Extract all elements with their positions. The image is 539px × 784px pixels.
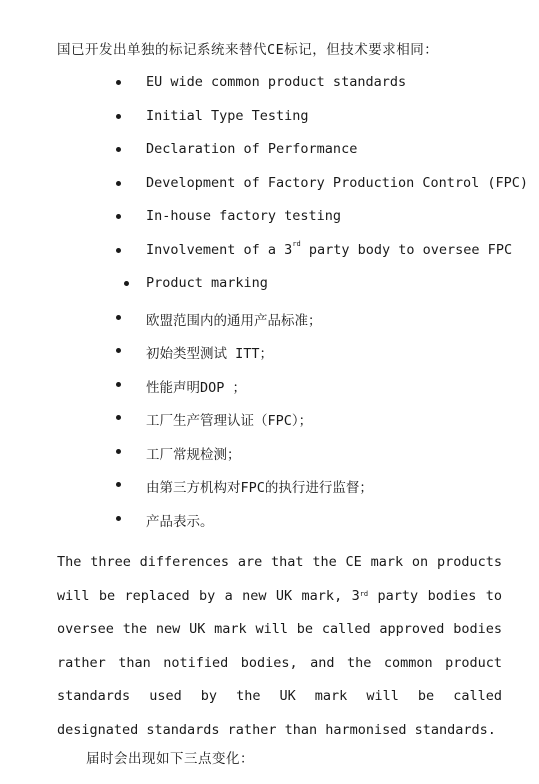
list-item: 性能声明DOP ； xyxy=(146,376,246,396)
list-item: Initial Type Testing xyxy=(146,108,309,124)
bullet-icon xyxy=(116,382,121,387)
list-item: 欧盟范围内的通用产品标准； xyxy=(146,309,322,329)
list-item: Product marking xyxy=(146,275,268,291)
bullet-icon xyxy=(116,181,121,186)
bullet-icon xyxy=(116,214,121,219)
list-item: Declaration of Performance xyxy=(146,141,357,157)
list-item: 工厂常规检测； xyxy=(146,443,241,463)
list-item: 初始类型测试 ITT； xyxy=(146,342,273,362)
bullet-icon xyxy=(116,114,121,119)
list-item: 工厂生产管理认证（FPC）； xyxy=(146,409,312,429)
differences-paragraph: The three differences are that the CE mark on products will be replaced by a new UK mark, 3rd party bodies to oversee the new UK mark will be called approved bodies rather than notified bodies, and the common product standards used by the UK mark will be called designated standards rather than harmonised standards. xyxy=(57,554,502,738)
list-item: 由第三方机构对FPC的执行进行监督； xyxy=(146,476,373,496)
bullet-icon xyxy=(116,147,121,152)
list-item: 产品表示。 xyxy=(146,510,214,530)
closing-line: 届时会出现如下三点变化： xyxy=(86,751,254,767)
bullet-icon xyxy=(116,348,121,353)
bullet-icon xyxy=(116,248,121,253)
bullet-icon xyxy=(116,415,121,420)
bullet-icon xyxy=(116,80,121,85)
list-item: EU wide common product standards xyxy=(146,74,406,90)
list-item: Development of Factory Production Control (FPC) xyxy=(146,175,528,191)
bullet-icon xyxy=(116,449,121,454)
bullet-icon xyxy=(116,516,121,521)
bullet-icon xyxy=(116,482,121,487)
list-item: In-house factory testing xyxy=(146,208,341,224)
intro-line: 国已开发出单独的标记系统来替代CE标记，但技术要求相同： xyxy=(57,42,439,58)
list-item: Involvement of a 3rd party body to oversee FPC xyxy=(146,242,512,258)
bullet-icon xyxy=(124,281,129,286)
bullet-icon xyxy=(116,315,121,320)
